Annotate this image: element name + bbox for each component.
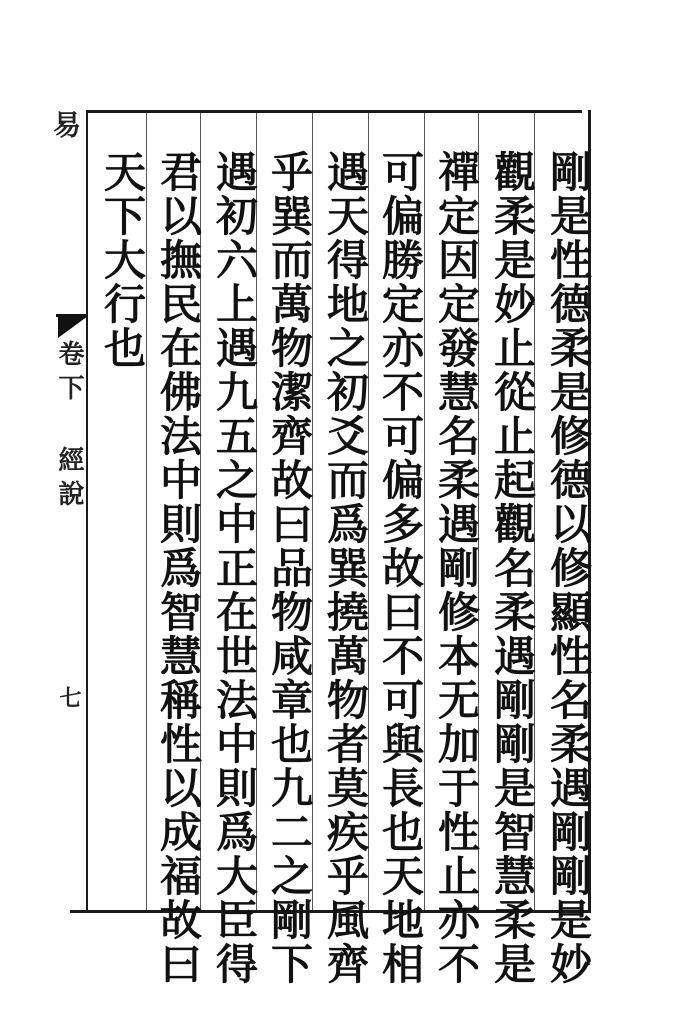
text-column-6: 乎巽而萬物潔齊故曰品物咸章也九二之剛下	[265, 150, 314, 986]
text-column-9: 天下大行也	[98, 150, 147, 370]
text-column-5: 遇天得地之初爻而爲巽撓萬物者莫疾乎風齊	[321, 150, 370, 986]
text-column-1: 剛是性德柔是修德以修顯性名柔遇剛剛是妙	[544, 150, 593, 986]
text-column-2: 觀柔是妙止從止起觀名柔遇剛剛是智慧柔是	[488, 150, 537, 986]
frame-inner-rule	[86, 110, 88, 913]
margin-volume: 卷下 經說	[54, 340, 84, 514]
text-column-3: 禪定因定發慧名柔遇剛修本无加于性止亦不	[432, 150, 481, 986]
text-column-4: 可偏勝定亦不可偏多故曰不可與長也天地相	[376, 150, 425, 986]
text-column-7: 遇初六上遇九五之中正在世法中則爲大臣得	[210, 150, 259, 986]
margin-title: 易	[49, 110, 82, 138]
frame-top-rule	[88, 110, 582, 113]
margin-page-number: 七	[56, 686, 82, 708]
fish-tail-mark	[58, 316, 88, 338]
text-column-8: 君以撫民在佛法中則爲智慧稱性以成福故曰	[154, 150, 203, 986]
